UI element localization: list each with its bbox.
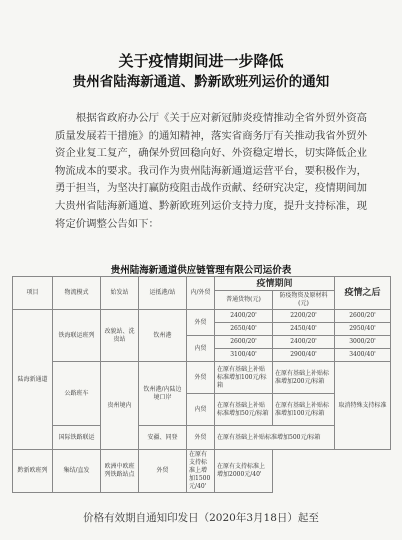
port-xinou: 欧洲中欧班列铁路站点: [101, 450, 139, 493]
mode-intl-rail: 国际铁路联运: [53, 426, 101, 450]
document-title-line2: 贵州省陆海新通道、黔新欧班列运价的通知: [72, 74, 330, 90]
header-normal-goods: 普通货物(元): [215, 291, 273, 310]
rate-cell: 3100/40': [215, 349, 273, 362]
header-origin: 始发站: [101, 277, 139, 310]
mode-collect: 集结/直发: [53, 450, 101, 493]
rate-cell: 3400/40': [335, 349, 391, 362]
rate-cell: 2400/20': [215, 310, 273, 323]
rate-cell: 3000/20': [335, 336, 391, 349]
header-project: 项目: [13, 277, 53, 310]
mode-rail-sea: 铁海联运班列: [53, 310, 101, 362]
direction-domestic: 内贸: [187, 394, 215, 426]
rate-cell: 在原有基础上补贴标准增加50元/标箱: [215, 394, 273, 426]
rate-cell: 2600/20': [215, 336, 273, 349]
port-anyang: 安疆、同登: [139, 426, 187, 450]
rate-cell: 2450/40': [273, 323, 335, 336]
rate-cell: 在原有基础上补贴标准增加500元/标箱: [215, 426, 335, 450]
notice-body: 根据省政府办公厅《关于应对新冠肺炎疫情推动全省外贸外资高质量发展若干措施》的通知精神，落实省商务厅有关推动我省外贸外资企业复工复产，确保外贸回稳向好、外资稳定增长，切实降低企业物流成本的要求。我司作为贵州陆海新通道运营平台，要积极作为，勇于担当，为坚决打赢防疫阻击战作贡献、经研究决定，疫情期间加大贵州省陆海新通道、黔新欧班列运价支持力度，提升支持标准，现将定价调整公告如下：: [55, 112, 367, 230]
rate-cell: 2650/40': [215, 323, 273, 336]
header-after: 疫情之后: [335, 277, 391, 310]
after-note: 取消特殊支持标准: [335, 362, 391, 450]
project-xinou: 黔新欧班列: [13, 450, 53, 493]
rate-cell: 2400/20': [273, 336, 335, 349]
rate-cell: 在原有基础上补贴标准增加200元/标箱: [273, 362, 335, 394]
rate-cell: 在原有支持标准上增加1500元/40': [187, 450, 215, 493]
port-road: 钦州港/内陆边境口岸: [139, 362, 187, 426]
project-sea-corridor: 陆海新通道: [13, 310, 53, 450]
rate-table: [12, 276, 391, 493]
document-title-line1: 关于疫情期间进一步降低: [118, 52, 284, 70]
rate-cell: 2950/40': [335, 323, 391, 336]
direction-foreign: 外贸: [139, 450, 187, 493]
origin-rail-sea: 改貌站、洗贵站: [101, 310, 139, 362]
direction-foreign: 外贸: [187, 310, 215, 336]
port-qinzhou: 钦州港: [139, 310, 187, 362]
table-title: 贵州陆海新通道供应链管理有限公司运价表: [110, 265, 292, 276]
rate-cell: 在原有基础上补贴标准增加100元/标箱: [215, 362, 273, 394]
header-epidemic: 疫情期间: [215, 277, 335, 291]
rate-cell: 2600/20': [335, 310, 391, 323]
direction-foreign: 外贸: [187, 362, 215, 394]
header-mode: 物流模式: [53, 277, 101, 310]
header-direction: 内/外贸: [187, 277, 215, 310]
validity-footer: 价格有效期自通知印发日（2020年3月18日）起至: [83, 512, 319, 524]
header-port: 运抵港/站: [139, 277, 187, 310]
direction-foreign: 外贸: [187, 426, 215, 450]
rate-cell: 2200/20': [273, 310, 335, 323]
mode-road: 公路班车: [53, 362, 101, 426]
header-hazard-goods: 防疫物资及原材料(元): [273, 291, 335, 310]
rate-cell: 在原有支持标准上增加2000元/40': [215, 450, 273, 493]
rate-cell: 在原有基础上补贴标准增加100元/标箱: [273, 394, 335, 426]
origin-guizhou: 贵州境内: [101, 362, 139, 450]
rate-cell: 2900/40': [273, 349, 335, 362]
direction-domestic: 内贸: [187, 336, 215, 362]
